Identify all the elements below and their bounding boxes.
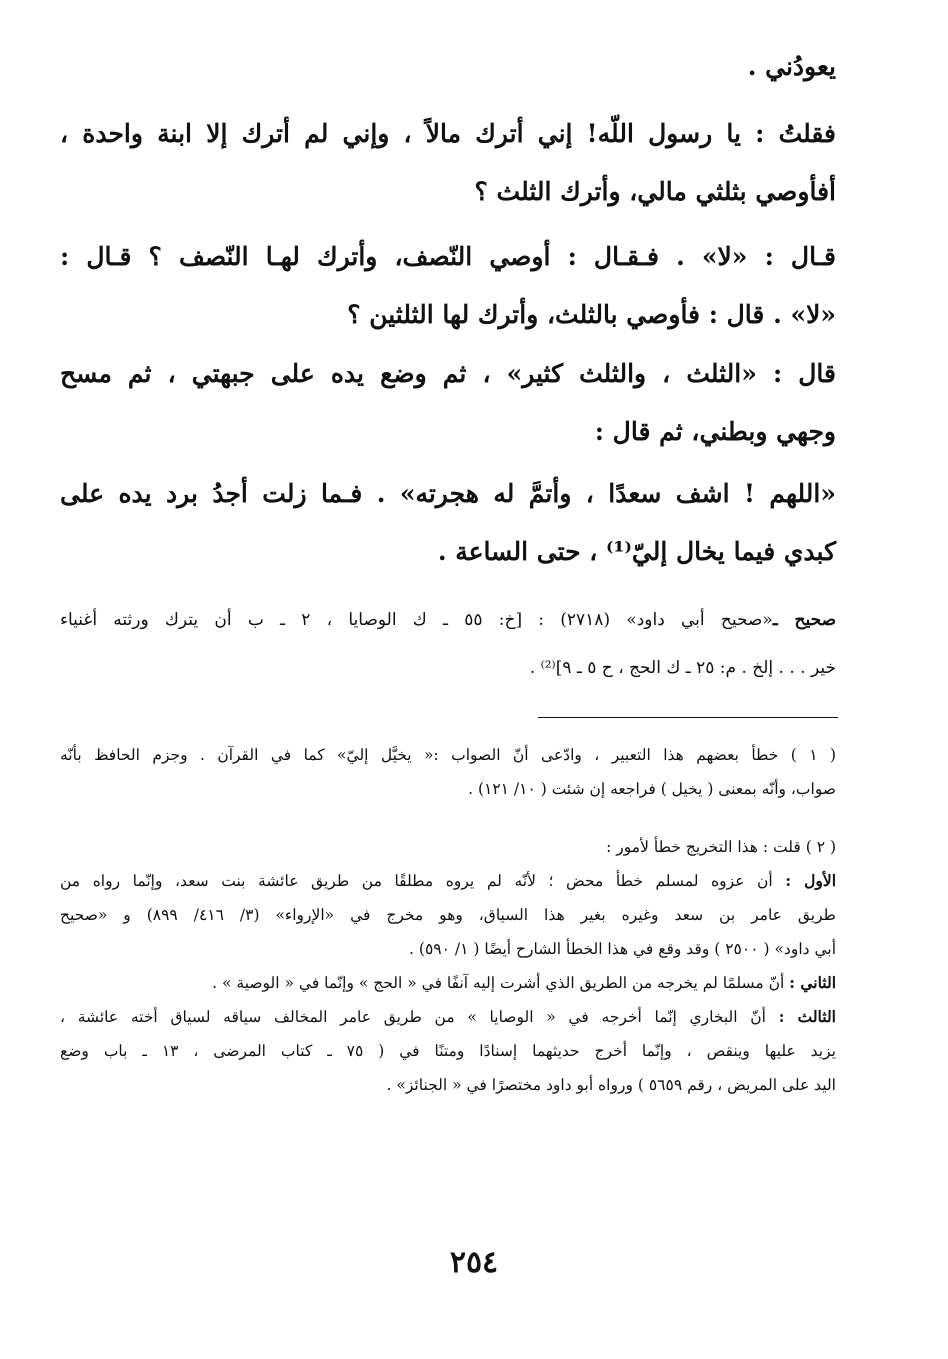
main-line: كبدي فيما يخال إليّ⁽¹⁾ ، حتى الساعة . xyxy=(437,537,836,566)
main-text xyxy=(60,38,836,96)
point-label: الثاني : xyxy=(789,973,836,992)
main-paragraph-4 xyxy=(60,465,836,581)
main-paragraph-2 xyxy=(60,228,836,344)
footnote-line xyxy=(60,966,836,1000)
takhrij-text: «صحيح أبي داود» (٢٧١٨) : [خ: ٥٥ ـ ك الوصايا ، ٢ ـ ب أن يترك ورثته أغنياء xyxy=(60,610,773,630)
footnote-2 xyxy=(60,830,836,1102)
footnote-line: اليد على المريض ، رقم ٥٦٥٩ ) ورواه أبو داود مختصرًا في « الجنائز» . xyxy=(386,1076,836,1094)
takhrij xyxy=(60,596,836,692)
footnote-line: ( ٢ ) قلت : هذا التخريج خطأ لأمور : xyxy=(606,838,836,856)
footnote-line xyxy=(60,1000,836,1034)
takhrij-line: خير . . . إلخ . م: ٢٥ ـ ك الحج ، ح ٥ ـ ٩]⁽²⁾ . xyxy=(529,658,836,678)
footnote-1 xyxy=(60,738,836,806)
main-line: «اللهم ! اشف سعدًا ، وأتمَّ له هجرته» . فـما زلت أجدُ برد يده على xyxy=(60,479,836,508)
takhrij-line xyxy=(60,596,836,644)
main-line: «لا» . قال : فأوصي بالثلث، وأترك لها الثلثين ؟ xyxy=(347,300,836,329)
footnote-line: صواب، وأنّه بمعنى ( يخيل ) فراجعه إن شئت ( ١٠/ ١٢١) . xyxy=(468,780,836,798)
main-line: قـال : «لا» . فـقـال : أوصي النّصف، وأترك لهـا النّصف ؟ قـال : xyxy=(60,242,836,271)
footnote-divider xyxy=(538,717,838,718)
main-line: فقلتُ : يا رسول اللّه! إني أترك مالاً ، وإني لم أترك إلا ابنة واحدة ، xyxy=(60,119,836,148)
main-paragraph-1 xyxy=(60,105,836,221)
footnote-line xyxy=(60,864,836,898)
main-line: قال : «الثلث ، والثلث كثير» ، ثم وضع يده على جبهتي ، ثم مسح xyxy=(60,359,836,388)
footnote-line: يزيد عليها وينقص ، وإنّما أخرج حديثهما إسنادًا ومتنًا في ( ٧٥ ـ كتاب المرضى ، ١٣ ـ باب وضع xyxy=(60,1042,836,1060)
footnote-text: أنّ البخاري إنّما أخرجه في « الوصايا » من طريق عامر المخالف سياقه لسياق أخته عائشة ، xyxy=(60,1008,766,1026)
main-line: يعودُني . xyxy=(747,52,836,81)
main-line: أفأوصي بثلثي مالي، وأترك الثلث ؟ xyxy=(474,177,836,206)
point-label: الثالث : xyxy=(778,1007,836,1026)
footnote-text: أن عزوه لمسلم خطأ محض ؛ لأنّه لم يروه مطلقًا من طريق عائشة بنت سعد، وإنّما رواه من xyxy=(60,872,773,890)
footnote-line: ( ١ ) خطأ بعضهم هذا التعبير ، وادّعى أنّ الصواب :« يخيَّل إليّ» كما في القرآن . وجزم الحافظ بأنّه xyxy=(60,746,836,764)
main-paragraph-3 xyxy=(60,345,836,461)
grade-label: صحيح ـ xyxy=(772,610,837,630)
main-line: وجهي وبطني، ثم قال : xyxy=(594,417,836,446)
footnote-text: أنّ مسلمًا لم يخرجه من الطريق الذي أشرت إليه آنفًا في « الحج » وإنّما في « الوصية » . xyxy=(212,974,785,992)
point-label: الأول : xyxy=(785,871,836,890)
footnote-line: أبي داود» ( ٢٥٠٠ ) وقد وقع في هذا الخطأ الشارح أيضًا ( ١/ ٥٩٠) . xyxy=(409,940,836,958)
page-number: ٢٥٤ xyxy=(449,1245,499,1280)
footnote-line: طريق عامر بن سعد وغيره بغير هذا السياق، وهو مخرج في «الإرواء» (٣/ ٤١٦/ ٨٩٩) و «صحيح xyxy=(60,906,837,924)
